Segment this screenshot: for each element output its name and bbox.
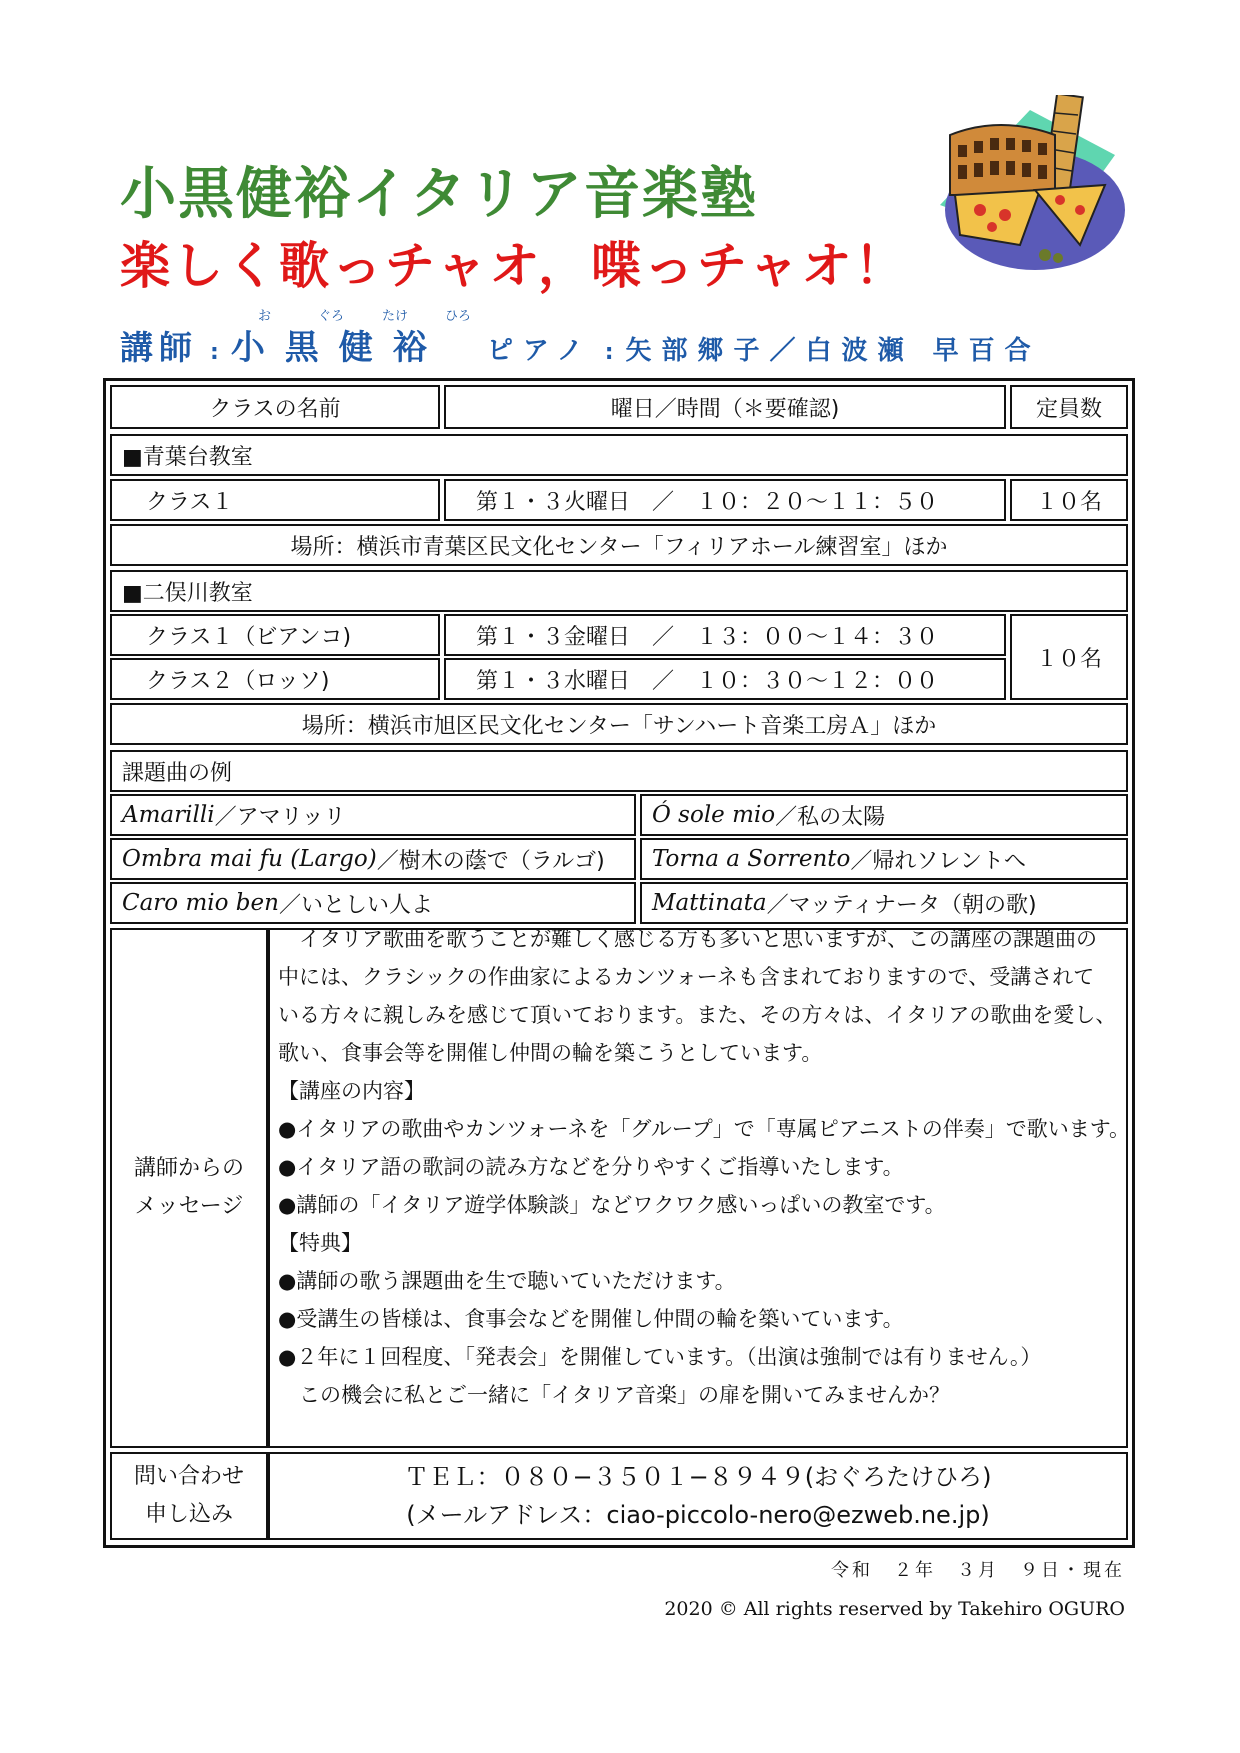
futamatagawa-capacity: １０名 <box>1010 614 1128 700</box>
contact-info <box>268 1452 1128 1540</box>
header-class-name: クラスの名前 <box>110 385 440 429</box>
pianists: 矢部郷子／白波瀬 早百合 <box>625 336 1041 366</box>
song-title-italian: Ó sole mio <box>652 802 776 828</box>
aobadai-capacity: １０名 <box>1010 479 1128 521</box>
song-title-italian: Amarilli <box>122 802 215 828</box>
message-line: ●イタリア語の歌詞の読み方などを分りやすくご指導いたします。 <box>278 1155 904 1179</box>
contact-label <box>110 1452 268 1540</box>
colon: : <box>604 340 614 365</box>
song-amarilli <box>110 794 636 836</box>
message-line: 【講座の内容】 <box>278 1079 425 1103</box>
contact-label-line-1: 問い合わせ <box>133 1464 244 1489</box>
song-ombra-mai-fu <box>110 838 636 880</box>
message-line: イタリア歌曲を歌うことが難しく感じる方も多いと思いますが、この講座の課題曲の <box>278 927 1097 951</box>
message-body <box>278 920 1131 1414</box>
song-mattinata <box>640 882 1128 924</box>
song-title-italian: Mattinata <box>652 890 767 916</box>
message-line: 歌い、食事会等を開催し仲間の輪を築こうとしています。 <box>278 1041 823 1065</box>
header-capacity: 定員数 <box>1010 385 1128 429</box>
message-line: いる方々に親しみを感じて頂いております。また、その方々は、イタリアの歌曲を愛し、 <box>278 1003 1117 1027</box>
teacher-name: 小黒健裕 <box>230 328 447 368</box>
song-title-japanese: ／帰れソレントへ <box>850 848 1026 874</box>
slogan: 楽しく歌っチャオ，喋っチャオ！ <box>120 237 908 295</box>
song-title-japanese: ／アマリッリ <box>214 804 346 830</box>
message-line: ●イタリアの歌曲やカンツォーネを「グループ」で「専属ピアニストの伴奏」で歌います。 <box>278 1117 1131 1141</box>
ruby-o: お <box>258 309 272 324</box>
futamatagawa-class-1-schedule: 第１・３金曜日 ／ １３：００〜１４：３０ <box>444 614 1006 656</box>
message-line: ●講師の歌う課題曲を生で聴いていただけます。 <box>278 1269 736 1293</box>
aobadai-schedule: 第１・３火曜日 ／ １０：２０〜１１：５０ <box>444 479 1006 521</box>
futamatagawa-class-2: クラス２（ロッソ) <box>110 658 440 700</box>
piano-label: ピアノ <box>486 336 593 366</box>
song-caro-mio-ben <box>110 882 636 924</box>
message-label-line-2: メッセージ <box>134 1194 244 1219</box>
message-line: ●受講生の皆様は、食事会などを開催し仲間の輪を築いています。 <box>278 1307 904 1331</box>
song-title-japanese: ／マッティナータ（朝の歌) <box>766 892 1037 918</box>
message-line: 中には、クラシックの作曲家によるカンツォーネも含まれておりますので、受講されて <box>278 965 1095 989</box>
message-label <box>110 928 268 1448</box>
ruby-guro: ぐろ <box>318 309 345 324</box>
date-stamp: 令和 ２年 ３月 ９日・現在 <box>831 1560 1125 1581</box>
song-torna-a-sorrento <box>640 838 1128 880</box>
song-title-japanese: ／樹木の蔭で（ラルゴ) <box>376 848 605 874</box>
header-schedule: 曜日／時間（＊要確認) <box>444 385 1006 429</box>
email-address: (メールアドレス：ciao-piccolo-nero@ezweb.ne.jp) <box>406 1501 990 1529</box>
futamatagawa-classroom: ■二俣川教室 <box>110 570 1128 612</box>
ruby-take: たけ <box>382 309 409 324</box>
message-line: ●２年に１回程度、「発表会」を開催しています。（出演は強制では有りません。） <box>278 1345 1042 1369</box>
songs-title: 課題曲の例 <box>110 750 1128 792</box>
teacher-label: 講師 <box>120 328 198 367</box>
school-title: 小黒健裕イタリア音楽塾 <box>120 162 758 227</box>
aobadai-classroom: ■青葉台教室 <box>110 434 1128 476</box>
ruby-hiro: ひろ <box>445 309 472 324</box>
message-label-line-1: 講師からの <box>133 1156 244 1181</box>
teacher-line <box>120 320 1041 369</box>
aobadai-location: 場所：横浜市青葉区民文化センター「フィリアホール練習室」ほか <box>110 524 1128 566</box>
futamatagawa-class-2-schedule: 第１・３水曜日 ／ １０：３０〜１２：００ <box>444 658 1006 700</box>
song-title-japanese: ／いとしい人よ <box>278 892 433 918</box>
copyright: 2020 © All rights reserved by Takehiro OGURO <box>664 1598 1125 1620</box>
message-line: 【特典】 <box>278 1231 362 1255</box>
futamatagawa-class-1: クラス１（ビアンコ) <box>110 614 440 656</box>
song-title-japanese: ／私の太陽 <box>775 804 886 830</box>
song-title-italian: Ombra mai fu (Largo) <box>122 846 377 872</box>
song-o-sole-mio <box>640 794 1128 836</box>
message-line: この機会に私とご一緒に「イタリア音楽」の扉を開いてみませんか？ <box>278 1383 950 1407</box>
aobadai-class-1: クラス１ <box>110 479 440 521</box>
song-title-italian: Torna a Sorrento <box>652 846 851 872</box>
song-title-italian: Caro mio ben <box>122 890 279 916</box>
message-line: ●講師の「イタリア遊学体験談」などワクワク感いっぱいの教室です。 <box>278 1193 946 1217</box>
phone-number: ＴＥＬ：０８０−３５０１−８９４９(おぐろたけひろ) <box>404 1463 992 1491</box>
contact-label-line-2: 申し込み <box>144 1502 233 1527</box>
colon: : <box>210 340 219 365</box>
futamatagawa-location: 場所：横浜市旭区民文化センター「サンハート音楽工房Ａ」ほか <box>110 703 1128 745</box>
colosseum-pizza-illustration <box>930 95 1130 280</box>
